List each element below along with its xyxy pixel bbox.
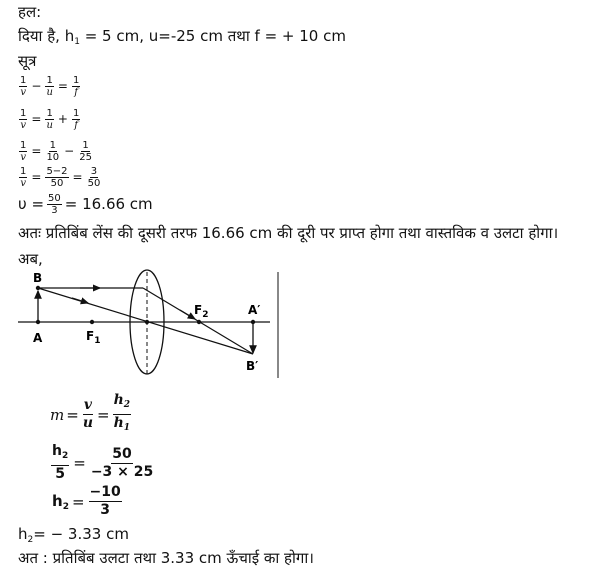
height-result — [18, 525, 129, 549]
central-ray-arrow — [72, 298, 88, 303]
den: v — [20, 119, 27, 131]
sub: 2 — [123, 400, 131, 410]
num: 5−2 — [46, 165, 68, 177]
conclusion-image-position: अतः प्रतिबिंब लेंस की दूसरी तरफ 16.66 cm की दूरी पर प्राप्त होगा तथा वास्तविक व उलटा होगा। — [18, 224, 559, 242]
operator: = — [72, 170, 83, 184]
sub: 2 — [62, 501, 69, 512]
label-F1: $F_1$ — [86, 329, 101, 346]
num: 1 — [49, 139, 56, 151]
frac-5-2-50 — [45, 166, 68, 189]
magnification-formula — [50, 392, 132, 437]
num: 1 — [82, 139, 89, 151]
h-symbol: h — [113, 392, 124, 408]
point-F2 — [197, 320, 201, 324]
frac-1-f — [72, 75, 80, 98]
label-A-prime: A′ — [248, 303, 261, 317]
den: u — [82, 415, 93, 431]
num: 50 — [48, 192, 61, 204]
den: f — [74, 86, 78, 98]
height-ratio-eq — [50, 443, 155, 483]
frac-1-f — [72, 108, 80, 131]
num — [51, 443, 69, 466]
num: 50 — [112, 445, 132, 462]
lens-formula-eq4 — [18, 166, 102, 188]
num: 1 — [72, 107, 80, 119]
frac-50-neg75 — [90, 446, 154, 481]
lens-formula-eq3 — [18, 140, 94, 162]
den: v — [20, 151, 27, 163]
h-symbol: h — [113, 415, 124, 431]
ab-label: अब, — [18, 250, 43, 268]
operator: = — [31, 144, 42, 158]
num: v — [83, 397, 92, 413]
den: 10 — [46, 151, 60, 163]
den: v — [20, 177, 27, 189]
frac-1-u — [45, 108, 53, 131]
frac-1-v — [19, 166, 27, 189]
den: v — [20, 86, 27, 98]
operator: − — [31, 79, 42, 93]
sub: 1 — [123, 423, 131, 433]
point-B — [36, 286, 40, 290]
equals: = — [73, 454, 86, 472]
den: 50 — [50, 177, 64, 189]
given-text-2: = 5 cm, u=-25 cm तथा f = + 10 cm — [79, 27, 346, 45]
num: 3 — [90, 165, 98, 177]
num: 1 — [46, 74, 53, 86]
point-A-prime — [251, 320, 255, 324]
frac-3-50 — [87, 166, 102, 189]
sub: 2 — [27, 535, 34, 545]
operator: = — [57, 79, 68, 93]
frac-1-10 — [45, 140, 60, 163]
den: u — [46, 119, 53, 131]
label-B-prime: B′ — [246, 359, 259, 373]
frac-1-25 — [78, 140, 93, 163]
ray-diagram — [0, 268, 602, 388]
den: 50 — [87, 177, 101, 189]
height-value-eq — [52, 484, 123, 519]
sub: 2 — [61, 451, 69, 461]
num: 1 — [20, 107, 27, 119]
label-A: A — [33, 331, 43, 345]
den: −3 × 25 — [90, 463, 154, 480]
h-symbol: h — [52, 491, 63, 510]
given-text-1: दिया है, h — [18, 27, 75, 45]
height-result-value: = − 3.33 cm — [33, 525, 129, 543]
label-F2: $F_2$ — [194, 303, 209, 320]
point-A — [36, 320, 40, 324]
frac-1-u — [45, 75, 53, 98]
point-O — [145, 320, 149, 324]
v-lhs: υ = — [18, 195, 45, 213]
lens-formula-eq1 — [18, 75, 81, 97]
num: 1 — [20, 165, 27, 177]
lens-formula-eq2 — [18, 108, 81, 130]
operator: = — [31, 112, 42, 126]
operator: + — [57, 112, 68, 126]
frac-h2-h1 — [113, 392, 131, 437]
refracted-ray-arrow — [180, 310, 195, 319]
image-distance-result — [18, 193, 153, 215]
operator: − — [64, 144, 75, 158]
formula-label: सूत्र — [18, 52, 37, 70]
den: 5 — [55, 466, 65, 482]
num: 1 — [20, 74, 27, 86]
given-sub-1: 1 — [74, 37, 80, 47]
frac-50-3 — [47, 193, 62, 216]
point-F1 — [90, 320, 94, 324]
equals: = — [66, 405, 79, 424]
equals: = — [97, 405, 110, 424]
equals: = — [71, 492, 85, 511]
frac-1-v — [19, 75, 27, 98]
num: 1 — [20, 139, 27, 151]
den: u — [46, 86, 53, 98]
num — [113, 392, 131, 415]
conclusion-image-height: अत : प्रतिबिंब उलटा तथा 3.33 cm ऊँचाई का होगा। — [18, 549, 314, 567]
den: 25 — [79, 151, 92, 163]
m-symbol: m — [50, 405, 65, 424]
num: 1 — [72, 74, 80, 86]
frac-h2-5 — [51, 443, 69, 483]
frac-neg10-3 — [89, 484, 122, 519]
frac-1-v — [19, 108, 27, 131]
v-rhs: = 16.66 cm — [64, 195, 153, 213]
h-symbol: h — [18, 525, 28, 543]
h-symbol: h — [52, 443, 62, 459]
given-values — [18, 27, 346, 51]
den — [113, 415, 131, 437]
num: 1 — [46, 107, 53, 119]
den: f — [74, 119, 78, 131]
num: −10 — [89, 484, 121, 500]
heading: हल: — [18, 3, 42, 21]
den: 3 — [51, 204, 58, 216]
den: 3 — [100, 502, 111, 518]
operator: = — [31, 170, 42, 184]
label-B: B — [33, 271, 43, 285]
frac-v-u — [82, 397, 94, 432]
h2-lhs — [52, 492, 69, 512]
frac-1-v — [19, 140, 27, 163]
